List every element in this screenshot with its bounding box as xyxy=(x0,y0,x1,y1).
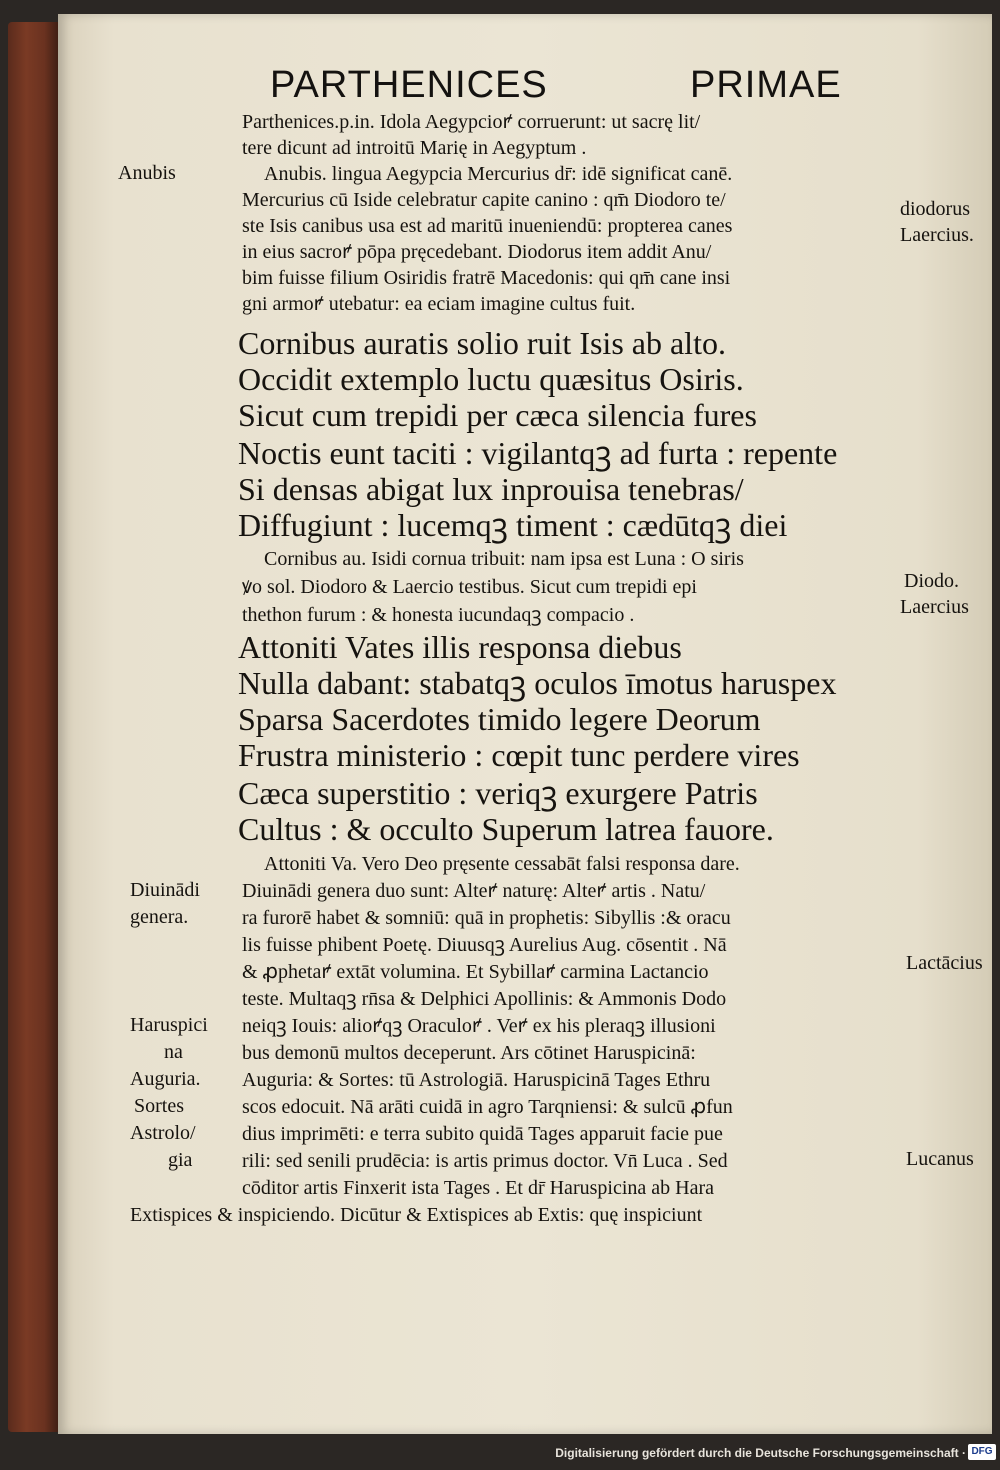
margin-note-astrologia: Astrolo/ xyxy=(130,1122,196,1144)
verse-line: Cæca superstitio : veriqꝫ exurgere Patris xyxy=(238,775,758,811)
margin-note-genera: genera. xyxy=(130,906,189,928)
text-line: Cornibus au. Isidi cornua tribuit: nam ipsa est Luna : O siris xyxy=(264,548,744,570)
text-line: rili: sed senili prudēcia: is artis primus doctor. Vn̄ Luca . Sed xyxy=(242,1150,728,1172)
text-line: & ꝓphetaꝵ extāt volumina. Et Sybillaꝵ carmina Lactancio xyxy=(242,961,709,983)
text-line: bim fuisse filium Osiridis fratrē Macedonis: qui qm̄ cane insi xyxy=(242,267,731,289)
verse-line: Cornibus auratis solio ruit Isis ab alto. xyxy=(238,325,726,361)
text-line: Mercurius cū Iside celebratur capite canino : qm̄ Diodoro te/ xyxy=(242,189,726,211)
margin-note-sortes: Sortes xyxy=(134,1095,184,1117)
margin-note-diuinandi: Diuinādi xyxy=(130,879,200,901)
text-line: ste Isis canibus usa est ad maritū inueniendū: propterea canes xyxy=(242,215,733,237)
dfg-logo-icon: DFG xyxy=(968,1444,996,1460)
verse-line: Nulla dabant: stabatqꝫ oculos īmotus haruspex xyxy=(238,665,837,701)
text-line: teste. Multaqꝫ rn̄sa & Delphici Apollinis: & Ammonis Dodo xyxy=(242,988,727,1010)
verse-line: Sicut cum trepidi per cæca silencia fures xyxy=(238,397,757,433)
verse-line: Si densas abigat lux inprouisa tenebras/ xyxy=(238,471,744,507)
text-line: Attoniti Va. Vero Deo pręsente cessabāt falsi responsa dare. xyxy=(264,853,740,875)
text-line: Anubis. lingua Aegypcia Mercurius dr̄: idē significat canē. xyxy=(264,163,733,185)
verse-line: Noctis eunt taciti : vigilantqꝫ ad furta : repente xyxy=(238,435,838,471)
text-line: gni armoꝵ utebatur: ea eciam imagine cultus fuit. xyxy=(242,293,636,315)
margin-note-laercius-2: Laercius xyxy=(900,596,969,618)
text-line: Auguria: & Sortes: tū Astrologiā. Haruspicinā Tages Ethru xyxy=(242,1069,711,1091)
verse-line: Cultus : & occulto Superum latrea fauore. xyxy=(238,811,774,847)
text-line: scos edocuit. Nā arāti cuidā in agro Tarqniensi: & sulcū ꝓfun xyxy=(242,1096,733,1118)
margin-note-anubis: Anubis xyxy=(118,162,176,184)
text-line: in eius sacroꝵ pōpa pręcedebant. Diodorus item addit Anu/ xyxy=(242,241,712,263)
text-line: Extispices & inspiciendo. Dicūtur & Extispices ab Extis: quę inspiciunt xyxy=(130,1204,703,1226)
verse-line: Diffugiunt : lucemqꝫ timent : cædūtqꝫ diei xyxy=(238,507,788,543)
digitization-credit: Digitalisierung gefördert durch die Deutsche Forschungsgemeinschaft · xyxy=(555,1446,966,1460)
verse-line: Frustra ministerio : cœpit tunc perdere vires xyxy=(238,737,800,773)
text-line: tere dicunt ad introitū Marię in Aegyptum . xyxy=(242,137,587,159)
margin-note-haruspicina: Haruspici xyxy=(130,1014,208,1036)
text-line: neiqꝫ Iouis: alioꝵqꝫ Oraculoꝵ . Veꝵ ex his pleraqꝫ illusioni xyxy=(242,1015,716,1037)
margin-note-diodo: Diodo. xyxy=(904,570,959,592)
text-line: dius imprimēti: e terra subito quidā Tages apparuit facie pue xyxy=(242,1123,723,1145)
margin-note-astrologia-cont: gia xyxy=(168,1149,193,1171)
text-line: Diuinādi genera duo sunt: Alteꝵ naturę: Alteꝵ artis . Natu/ xyxy=(242,880,706,902)
text-line: ra furorē habet & somniū: quā in prophetis: Sibyllis :& oracu xyxy=(242,907,731,929)
margin-note-lucanus: Lucanus xyxy=(906,1148,974,1170)
margin-note-auguria: Auguria. xyxy=(130,1068,201,1090)
running-head-right: PRIMAE xyxy=(690,64,842,106)
margin-note-lactancius: Lactācius xyxy=(906,952,983,974)
text-line: lis fuisse phibent Poetę. Diuusqꝫ Aurelius Aug. cōsentit . Nā xyxy=(242,934,727,956)
running-head-left: PARTHENICES xyxy=(270,64,548,106)
verse-line: Attoniti Vates illis responsa diebus xyxy=(238,629,682,665)
verse-line: Sparsa Sacerdotes timido legere Deorum xyxy=(238,701,761,737)
margin-note-diodorus: diodorus xyxy=(900,198,970,220)
text-line: bus demonū multos deceperunt. Ars cōtinet Haruspicinā: xyxy=(242,1042,696,1064)
text-line: cōditor artis Finxerit ista Tages . Et dr̄ Haruspicina ab Hara xyxy=(242,1177,714,1199)
text-line: thethon furum : & honesta iucundaqꝫ compacio . xyxy=(242,604,635,626)
verse-line: Occidit extemplo luctu quæsitus Osiris. xyxy=(238,361,744,397)
text-line: Parthenices.p.in. Idola Aegypcioꝵ corruerunt: ut sacrę lit/ xyxy=(242,111,701,133)
text-line: ꝟo sol. Diodoro & Laercio testibus. Sicut cum trepidi epi xyxy=(242,576,697,598)
margin-note-laercius: Laercius. xyxy=(900,224,974,246)
margin-note-haruspicina-cont: na xyxy=(164,1041,183,1063)
book-cover-edge xyxy=(8,22,60,1432)
